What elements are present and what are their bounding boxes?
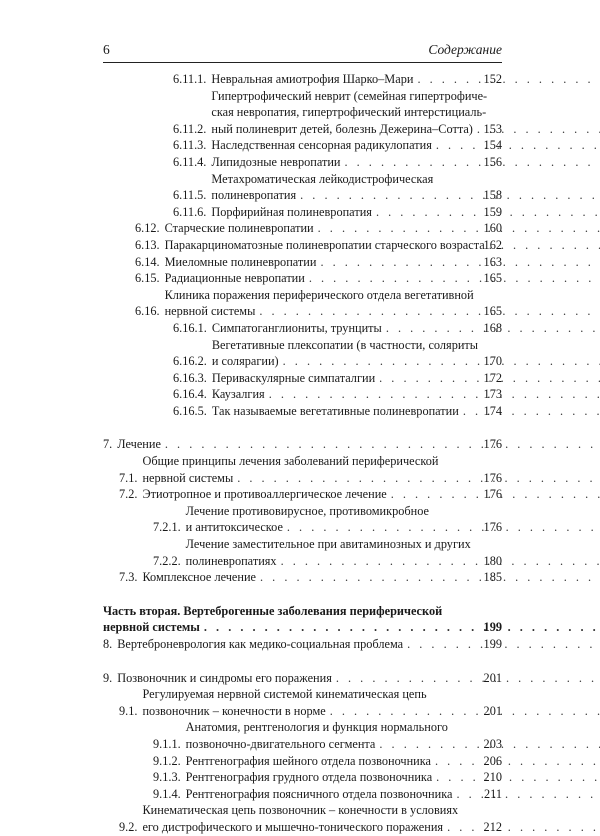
toc-entry[interactable] bbox=[103, 719, 502, 752]
table-of-contents bbox=[103, 71, 502, 836]
toc-entry-page: 212 bbox=[472, 819, 502, 836]
toc-entry-number: 6.16.5. bbox=[173, 403, 212, 420]
toc-entry-title bbox=[211, 171, 472, 204]
toc-entry-title bbox=[211, 204, 472, 221]
toc-entry-title bbox=[211, 137, 472, 154]
dot-leader bbox=[305, 270, 600, 287]
toc-entry-page: 201 bbox=[472, 703, 502, 720]
toc-entry-number: 7.1. bbox=[119, 470, 142, 487]
toc-entry-title bbox=[142, 802, 472, 835]
toc-entry-page: 158 bbox=[472, 187, 502, 204]
toc-entry-number: 6.11.3. bbox=[173, 137, 211, 154]
toc-entry-title-line: и антитоксическое bbox=[186, 519, 283, 536]
toc-entry-number: 6.14. bbox=[135, 254, 165, 271]
toc-entry[interactable] bbox=[103, 237, 502, 254]
toc-entry[interactable] bbox=[103, 270, 502, 287]
toc-entry-number: 9.1.1. bbox=[153, 736, 186, 753]
toc-entry-title bbox=[211, 88, 472, 138]
toc-entry-number: 6.11.4. bbox=[173, 154, 211, 171]
toc-entry-title bbox=[186, 769, 472, 786]
toc-entry-title bbox=[211, 71, 472, 88]
toc-entry[interactable] bbox=[103, 636, 502, 653]
toc-entry-title-line: Лечение заместительное при авитаминозных и других bbox=[186, 537, 471, 551]
toc-entry-title-line: Миеломные полиневропатии bbox=[165, 254, 317, 271]
running-title: Содержание bbox=[428, 42, 502, 58]
toc-entry-page: 210 bbox=[472, 769, 502, 786]
toc-entry-title bbox=[186, 753, 472, 770]
toc-entry[interactable] bbox=[103, 71, 502, 88]
toc-entry-title-line: Часть вторая. Вертеброгенные заболевания периферической bbox=[103, 604, 442, 618]
toc-entry-title-line: позвоночно-двигательного сегмента bbox=[186, 736, 376, 753]
dot-leader bbox=[326, 703, 600, 720]
toc-entry-page: 170 bbox=[472, 353, 502, 370]
toc-entry-title-line: нервной системы bbox=[103, 619, 200, 636]
toc-entry-title bbox=[142, 569, 472, 586]
toc-entry-page: 162 bbox=[472, 237, 502, 254]
toc-entry[interactable] bbox=[103, 453, 502, 486]
dot-leader bbox=[296, 187, 600, 204]
toc-entry-title-line: Порфирийная полиневропатия bbox=[211, 204, 372, 221]
toc-entry-page: 185 bbox=[472, 569, 502, 586]
toc-entry[interactable] bbox=[103, 171, 502, 204]
toc-entry-title-line: Вегетативные плексопатии (в частности, соляриты bbox=[212, 338, 478, 352]
toc-entry-page: 165 bbox=[472, 270, 502, 287]
toc-entry-title-line: ный полиневрит детей, болезнь Дежерина–Сотта) bbox=[211, 121, 473, 138]
toc-entry-page: 159 bbox=[472, 204, 502, 221]
toc-entry-title-line: и солярагии) bbox=[212, 353, 279, 370]
toc-entry-title-line: Лечение bbox=[117, 436, 161, 453]
toc-entry-number: 6.11.2. bbox=[173, 121, 211, 138]
toc-entry-page: 172 bbox=[472, 370, 502, 387]
toc-entry-title bbox=[212, 370, 472, 387]
toc-entry-title-line: Кинематическая цепь позвоночник – конечности в условиях bbox=[142, 803, 458, 817]
toc-entry[interactable] bbox=[103, 436, 502, 453]
toc-entry-title-line: Гипертрофический неврит (семейная гипертрофиче- bbox=[211, 89, 487, 103]
toc-entry-page: 211 bbox=[472, 786, 502, 803]
toc-entry[interactable] bbox=[103, 603, 502, 636]
toc-entry-title-line: Лечение противовирусное, противомикробное bbox=[186, 504, 429, 518]
toc-entry-page: 199 bbox=[472, 619, 502, 636]
toc-entry[interactable] bbox=[103, 569, 502, 586]
toc-entry-title bbox=[212, 403, 472, 420]
toc-entry-title bbox=[211, 154, 472, 171]
toc-entry[interactable] bbox=[103, 686, 502, 719]
toc-entry-page: 153 bbox=[472, 121, 502, 138]
toc-entry-number: 6.12. bbox=[135, 220, 165, 237]
toc-entry-title-line: Клиника поражения периферического отдела вегетативной bbox=[165, 288, 474, 302]
dot-leader bbox=[341, 154, 600, 171]
toc-entry-title-line: Регулируемая нервной системой кинематическая цепь bbox=[142, 687, 426, 701]
toc-entry-title-line: Периваскулярные симпаталгии bbox=[212, 370, 375, 387]
dot-leader bbox=[277, 553, 600, 570]
toc-entry-number: 7. bbox=[103, 436, 117, 453]
toc-entry-title-line: Общие принципы лечения заболеваний периферической bbox=[142, 454, 438, 468]
toc-entry[interactable] bbox=[103, 403, 502, 420]
dot-leader bbox=[256, 569, 600, 586]
toc-entry-title bbox=[212, 337, 472, 370]
dot-leader bbox=[255, 303, 600, 320]
toc-entry-number: 9.1.2. bbox=[153, 753, 186, 770]
toc-entry-title bbox=[142, 453, 472, 486]
toc-entry-title-line: полиневропатия bbox=[211, 187, 296, 204]
toc-entry-title bbox=[186, 786, 472, 803]
toc-entry-number: 6.16.4. bbox=[173, 386, 212, 403]
toc-entry-page: 180 bbox=[472, 553, 502, 570]
toc-entry-number: 9.1.3. bbox=[153, 769, 186, 786]
toc-entry-title-line: нервной системы bbox=[165, 303, 256, 320]
toc-entry-title bbox=[165, 254, 472, 271]
toc-entry-number: 6.11.6. bbox=[173, 204, 211, 221]
toc-entry-number: 7.2.2. bbox=[153, 553, 186, 570]
toc-entry-title-line: Радиационные невропатии bbox=[165, 270, 305, 287]
toc-entry-title bbox=[186, 719, 472, 752]
toc-entry[interactable] bbox=[103, 753, 502, 770]
section-gap bbox=[103, 653, 502, 670]
toc-entry-title bbox=[117, 636, 472, 653]
toc-entry[interactable] bbox=[103, 320, 502, 337]
toc-entry-title-line: Невральная амиотрофия Шарко–Мари bbox=[211, 71, 413, 88]
toc-entry-number: 6.16. bbox=[135, 303, 165, 320]
toc-entry-title-line: Старческие полиневропатии bbox=[165, 220, 314, 237]
toc-entry-title-line: ская невропатия, гипертрофический интерстициаль- bbox=[211, 105, 486, 119]
toc-entry[interactable] bbox=[103, 769, 502, 786]
toc-entry-title bbox=[142, 686, 472, 719]
toc-entry-title-line: Наследственная сенсорная радикулопатия bbox=[211, 137, 432, 154]
toc-entry-number: 6.16.2. bbox=[173, 353, 212, 370]
toc-entry-title-line: Каузалгия bbox=[212, 386, 265, 403]
toc-entry-number: 6.15. bbox=[135, 270, 165, 287]
page-number: 6 bbox=[103, 42, 110, 58]
toc-entry-page: 160 bbox=[472, 220, 502, 237]
toc-entry-title-line: Этиотропное и противоаллергическое лечение bbox=[142, 486, 386, 503]
toc-entry-title-line: Так называемые вегетативные полиневропатии bbox=[212, 403, 459, 420]
toc-entry-title bbox=[186, 536, 472, 569]
toc-entry-page: 156 bbox=[472, 154, 502, 171]
toc-entry[interactable] bbox=[103, 287, 502, 320]
dot-leader bbox=[314, 220, 600, 237]
toc-entry-title-line: Позвоночник и синдромы его поражения bbox=[117, 670, 332, 687]
toc-entry-title-line: полиневропатиях bbox=[186, 553, 277, 570]
dot-leader bbox=[432, 769, 600, 786]
toc-entry-title-line: его дистрофического и мышечно-тонического поражения bbox=[142, 819, 443, 836]
dot-leader bbox=[432, 137, 600, 154]
toc-entry-title bbox=[117, 436, 472, 453]
page-header bbox=[103, 40, 502, 63]
dot-leader bbox=[316, 254, 600, 271]
dot-leader bbox=[332, 670, 600, 687]
toc-entry-title bbox=[117, 670, 472, 687]
toc-entry-title bbox=[165, 270, 472, 287]
toc-entry-page: 154 bbox=[472, 137, 502, 154]
toc-entry-title bbox=[165, 287, 472, 320]
toc-entry[interactable] bbox=[103, 786, 502, 803]
dot-leader bbox=[431, 753, 600, 770]
toc-entry[interactable] bbox=[103, 670, 502, 687]
toc-entry-number: 6.16.1. bbox=[173, 320, 212, 337]
toc-entry-number: 9. bbox=[103, 670, 117, 687]
section-gap bbox=[103, 586, 502, 603]
toc-entry-page: 176 bbox=[472, 486, 502, 503]
toc-entry[interactable] bbox=[103, 503, 502, 536]
toc-entry-number: 6.16.3. bbox=[173, 370, 212, 387]
toc-entry-title bbox=[212, 386, 472, 403]
toc-entry-page: 206 bbox=[472, 753, 502, 770]
toc-entry-page: 199 bbox=[472, 636, 502, 653]
toc-entry-title-line: Липидозные невропатии bbox=[211, 154, 340, 171]
dot-leader bbox=[279, 353, 600, 370]
toc-entry-title bbox=[103, 603, 472, 636]
toc-entry[interactable] bbox=[103, 337, 502, 370]
toc-entry-title bbox=[165, 237, 472, 254]
toc-entry-title-line: Рентгенография грудного отдела позвоночника bbox=[186, 769, 432, 786]
toc-entry-page: 176 bbox=[472, 436, 502, 453]
toc-entry-number: 7.2.1. bbox=[153, 519, 186, 536]
toc-entry-page: 163 bbox=[472, 254, 502, 271]
toc-entry-number: 6.11.5. bbox=[173, 187, 211, 204]
toc-entry-title bbox=[142, 486, 472, 503]
toc-entry-page: 173 bbox=[472, 386, 502, 403]
toc-entry[interactable] bbox=[103, 486, 502, 503]
toc-entry-number: 7.3. bbox=[119, 569, 142, 586]
toc-entry-title-line: Рентгенография поясничного отдела позвоночника bbox=[186, 786, 453, 803]
toc-entry[interactable] bbox=[103, 802, 502, 835]
section-gap bbox=[103, 419, 502, 436]
toc-entry-number: 9.2. bbox=[119, 819, 142, 836]
dot-leader bbox=[200, 619, 600, 636]
toc-entry[interactable] bbox=[103, 204, 502, 221]
toc-entry-page: 168 bbox=[472, 320, 502, 337]
toc-entry-title bbox=[165, 220, 472, 237]
toc-entry[interactable] bbox=[103, 88, 502, 138]
toc-entry-page: 201 bbox=[472, 670, 502, 687]
toc-entry[interactable] bbox=[103, 220, 502, 237]
toc-entry-title-line: Анатомия, рентгенология и функция нормального bbox=[186, 720, 448, 734]
toc-entry[interactable] bbox=[103, 386, 502, 403]
toc-entry-number: 9.1.4. bbox=[153, 786, 186, 803]
dot-leader bbox=[265, 386, 600, 403]
toc-entry-title-line: Симпатоганглиониты, трунциты bbox=[212, 320, 382, 337]
toc-entry-page: 174 bbox=[472, 403, 502, 420]
toc-entry[interactable] bbox=[103, 137, 502, 154]
toc-entry-page: 176 bbox=[472, 470, 502, 487]
toc-entry-title-line: Комплексное лечение bbox=[142, 569, 256, 586]
toc-entry-title-line: Паракарциноматозные полиневропатии старческого возраста bbox=[165, 237, 485, 254]
toc-entry-page: 176 bbox=[472, 519, 502, 536]
toc-entry[interactable] bbox=[103, 154, 502, 171]
dot-leader bbox=[233, 470, 600, 487]
toc-entry-title-line: нервной системы bbox=[142, 470, 233, 487]
toc-entry-title-line: позвоночник – конечности в норме bbox=[142, 703, 325, 720]
toc-entry[interactable] bbox=[103, 370, 502, 387]
toc-entry-number: 6.11.1. bbox=[173, 71, 211, 88]
toc-entry-title bbox=[212, 320, 472, 337]
toc-entry-title-line: Рентгенография шейного отдела позвоночника bbox=[186, 753, 431, 770]
toc-entry-number: 6.13. bbox=[135, 237, 165, 254]
toc-entry-number: 9.1. bbox=[119, 703, 142, 720]
toc-entry-title-line: Вертеброневрология как медико-социальная проблема bbox=[117, 636, 403, 653]
toc-entry-title-line: Метахроматическая лейкодистрофическая bbox=[211, 172, 433, 186]
toc-entry[interactable] bbox=[103, 536, 502, 569]
toc-entry[interactable] bbox=[103, 254, 502, 271]
dot-leader bbox=[413, 71, 600, 88]
dot-leader bbox=[283, 519, 600, 536]
dot-leader bbox=[443, 819, 600, 836]
toc-entry-number: 8. bbox=[103, 636, 117, 653]
toc-entry-page: 203 bbox=[472, 736, 502, 753]
dot-leader bbox=[161, 436, 600, 453]
toc-entry-page: 165 bbox=[472, 303, 502, 320]
toc-entry-page: 152 bbox=[472, 71, 502, 88]
toc-entry-title bbox=[186, 503, 472, 536]
toc-entry-number: 7.2. bbox=[119, 486, 142, 503]
